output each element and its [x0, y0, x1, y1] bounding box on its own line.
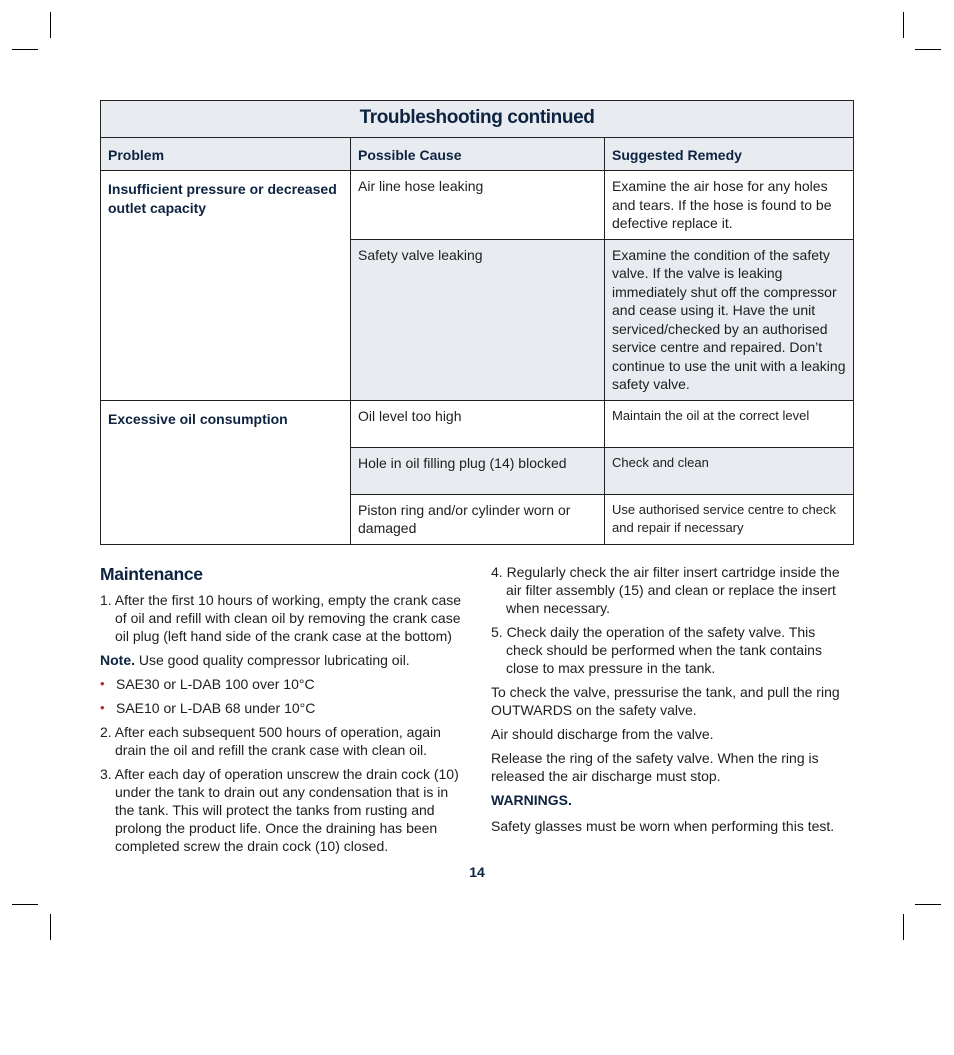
- remedy-cell: Use authorised service centre to check and repair if necessary: [605, 494, 854, 544]
- cause-cell: Hole in oil filling plug (14) blocked: [351, 447, 605, 494]
- note-paragraph: [100, 651, 464, 669]
- problem-cell: Excessive oil consumption: [101, 400, 351, 544]
- maintenance-title: Maintenance: [100, 564, 203, 584]
- cause-cell: Piston ring and/or cylinder worn or damaged: [351, 494, 605, 544]
- air-discharge-paragraph: Air should discharge from the valve.: [491, 726, 714, 742]
- maintenance-step-2: 2. After each subsequent 500 hours of operation, again drain the oil and refill the crank case with clean oil.: [100, 724, 441, 758]
- oil-bullet: [100, 675, 464, 693]
- crop-mark: [915, 904, 941, 905]
- header-possible-cause: Possible Cause: [351, 138, 605, 171]
- note-label: Note.: [100, 652, 135, 668]
- maintenance-step-4: 4. Regularly check the air filter insert cartridge inside the air filter assembly (15) and clean or replace the insert when necessary.: [491, 564, 840, 616]
- header-suggested-remedy: Suggested Remedy: [605, 138, 854, 171]
- warnings-title: WARNINGS.: [491, 792, 572, 808]
- maintenance-step-3: 3. After each day of operation unscrew the drain cock (10) under the tank to drain out any condensation that is in the tank. This will protect the tanks from rusting and prolong the product life. Once the draining has been completed screw the drain cock (10) closed.: [100, 766, 459, 854]
- ring-release-paragraph: Release the ring of the safety valve. When the ring is released the air discharge must stop.: [491, 750, 819, 784]
- crop-mark: [50, 914, 51, 940]
- remedy-cell: Maintain the oil at the correct level: [605, 400, 854, 447]
- page-number: 14: [469, 864, 485, 880]
- crop-mark: [903, 914, 904, 940]
- crop-mark: [903, 12, 904, 38]
- maintenance-left-column: [100, 565, 464, 861]
- maintenance-step-5: 5. Check daily the operation of the safety valve. This check should be performed when the tank contains close to max pressure in the tank.: [491, 624, 822, 676]
- bullet-dot: •: [100, 676, 105, 691]
- remedy-cell: Check and clean: [605, 447, 854, 494]
- header-problem: Problem: [101, 138, 351, 171]
- oil-bullet-text: SAE30 or L-DAB 100 over 10°C: [116, 676, 315, 692]
- table-row: [101, 171, 854, 240]
- crop-mark: [12, 904, 38, 905]
- maintenance-step-1: 1. After the first 10 hours of working, empty the crank case of oil and refill with clean oil by removing the crank case oil plug (left hand side of the crank case at the bottom): [100, 592, 462, 644]
- table-title: Troubleshooting continued: [101, 101, 854, 138]
- crop-mark: [12, 49, 38, 50]
- valve-check-paragraph: To check the valve, pressurise the tank, and pull the ring OUTWARDS on the safety valve.: [491, 684, 840, 718]
- warnings-text: Safety glasses must be worn when performing this test.: [491, 818, 835, 834]
- oil-bullet-text: SAE10 or L-DAB 68 under 10°C: [116, 700, 316, 716]
- table-row: [101, 400, 854, 447]
- cause-cell: Oil level too high: [351, 400, 605, 447]
- remedy-cell: Examine the air hose for any holes and tears. If the hose is found to be defective replace it.: [605, 171, 854, 240]
- problem-cell: Insufficient pressure or decreased outlet capacity: [101, 171, 351, 401]
- troubleshooting-table: [100, 100, 854, 545]
- crop-mark: [50, 12, 51, 38]
- remedy-cell: Examine the condition of the safety valve. If the valve is leaking immediately shut off the compressor and cease using it. Have the unit serviced/checked by an authorised service centre and repaired. Don’t continue to use the unit with a leaking safety valve.: [605, 239, 854, 400]
- bullet-dot: •: [100, 700, 105, 715]
- oil-bullet: [100, 699, 464, 717]
- cause-cell: Safety valve leaking: [351, 239, 605, 400]
- cause-cell: Air line hose leaking: [351, 171, 605, 240]
- table-title-row: [101, 101, 854, 138]
- crop-mark: [915, 49, 941, 50]
- note-text: Use good quality compressor lubricating oil.: [135, 652, 410, 668]
- table-header-row: [101, 138, 854, 171]
- maintenance-right-column: [491, 563, 853, 841]
